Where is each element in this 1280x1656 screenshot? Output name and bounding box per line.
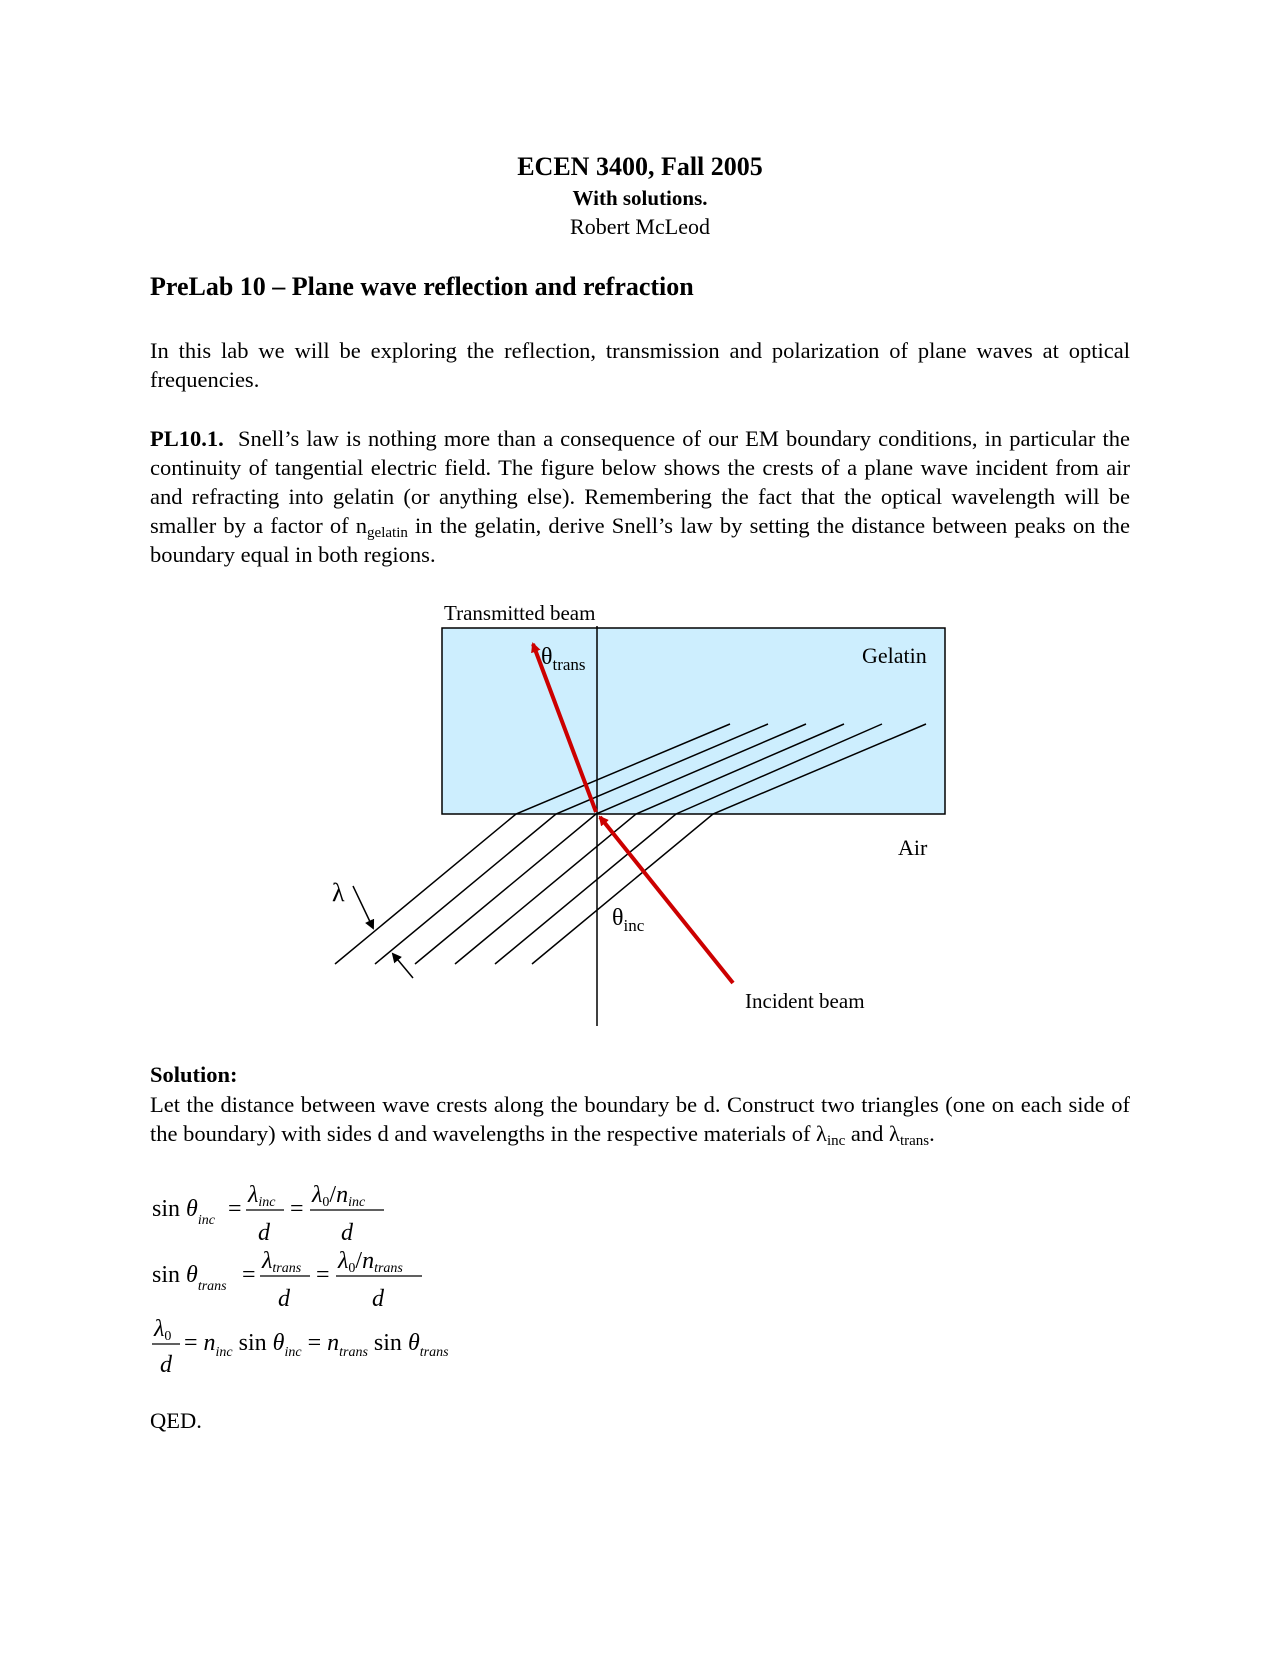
svg-text:= ninc sin θinc = ntrans sin θ: = $n_{inc}$ $\sin \theta_{inc} = n_{trans}$ $\sin \theta_{trans}$ xyxy=(184,1330,449,1360)
svg-text:sin θtrans: $\sin \theta_{trans}$ xyxy=(152,1262,227,1294)
author: Robert McLeod xyxy=(570,214,710,239)
problem-sub: gelatin xyxy=(367,525,408,541)
svg-text:d: d xyxy=(341,1220,353,1246)
theta-inc-label: $\theta_{inc}$ xyxy=(612,905,645,935)
equation-3 xyxy=(152,1316,449,1378)
solution-heading: Solution: xyxy=(150,1062,238,1087)
qed: QED. xyxy=(150,1408,202,1433)
intro-paragraph: In this lab we will be exploring the reflection, transmission and polarization of plane waves at optical frequencies. xyxy=(150,338,1130,392)
course-title: ECEN 3400, Fall 2005 xyxy=(517,152,763,181)
problem-text-1: Snell’s law is nothing more than a consequence of our EM boundary conditions, in particular the continuity of tangential electric field. The figure below shows the crests of a plane wave incident from air and refracting into gelatin (or anything else). Remembering the fact that the optical wavelength will be smaller by a factor of n xyxy=(150,426,1130,538)
incident-beam-label: Incident beam xyxy=(745,989,865,1013)
equation-2 xyxy=(152,1248,422,1312)
svg-text:d: d xyxy=(372,1286,384,1312)
air-label: Air xyxy=(898,835,928,860)
svg-text:=: = xyxy=(316,1262,330,1288)
equations xyxy=(140,1170,580,1400)
problem-label: PL10.1. xyxy=(150,426,224,451)
svg-text:λ0/ninc: λ0/ninc xyxy=(312,1182,366,1210)
section-title: PreLab 10 – Plane wave reflection and refraction xyxy=(150,272,694,301)
svg-text:d: d xyxy=(258,1220,270,1246)
equation-1 xyxy=(152,1182,384,1246)
lambda-label: λ xyxy=(332,878,345,907)
subtitle: With solutions. xyxy=(572,186,708,210)
theta-trans-label: $\theta_{trans}$ xyxy=(541,644,586,674)
svg-text:=: = xyxy=(228,1196,242,1222)
svg-text:λ0/ntrans: λ0/ntrans xyxy=(338,1248,403,1276)
gelatin-label: Gelatin xyxy=(862,643,927,668)
svg-text:=: = xyxy=(242,1262,256,1288)
svg-text:λtrans: λtrans xyxy=(262,1248,302,1276)
svg-text:d: d xyxy=(160,1352,172,1378)
transmitted-beam-label: Transmitted beam xyxy=(444,601,596,625)
lambda-arrow-top xyxy=(353,886,373,928)
svg-text:=: = xyxy=(290,1196,304,1222)
svg-text:λ0: λ0 xyxy=(154,1316,172,1344)
svg-text:λinc: λinc xyxy=(248,1182,276,1210)
problem-text-2: in the gelatin, derive Snell’s law by setting the distance between peaks on the boundary equal in both regions. xyxy=(150,513,1130,567)
lambda-arrow-bottom xyxy=(393,954,413,978)
svg-text:d: d xyxy=(278,1286,290,1312)
incident-beam xyxy=(600,817,733,983)
svg-text:sin θinc: $\sin \theta_{inc}$ xyxy=(152,1196,215,1228)
solution-paragraph: Let the distance between wave crests along the boundary be d. Construct two triangles (one on each side of the boundary) with sides d and wavelengths in the respective materials of $\lambda_{inc}$ and $\lambda_{trans}$. xyxy=(150,1092,1130,1149)
